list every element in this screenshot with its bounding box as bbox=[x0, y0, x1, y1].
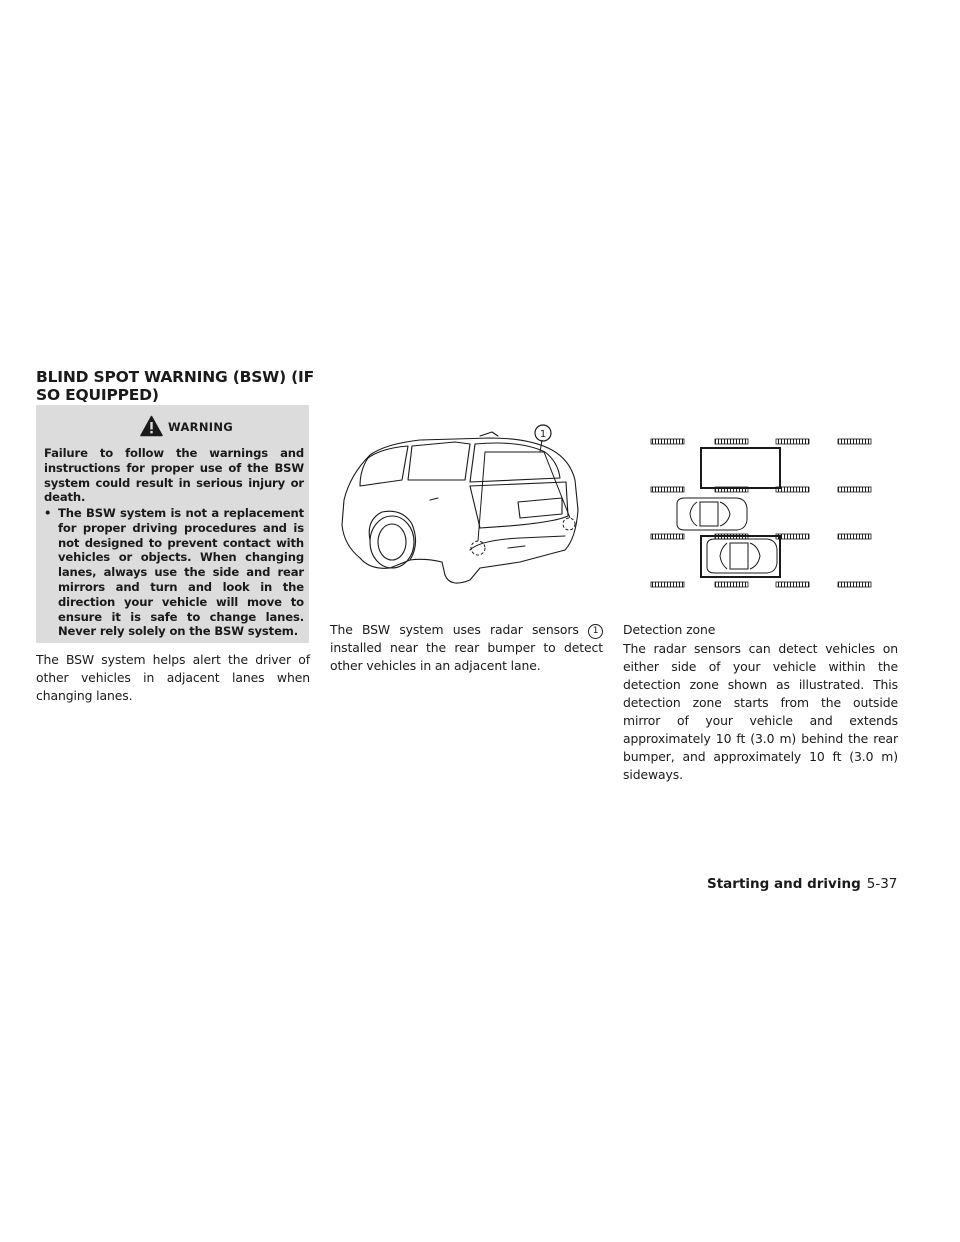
page-footer bbox=[707, 876, 897, 892]
bullet-marker: • bbox=[44, 506, 52, 520]
own-vehicle bbox=[707, 539, 777, 573]
intro-paragraph: The BSW system helps alert the driver of other vehicles in adjacent lanes when changing lanes. bbox=[36, 652, 310, 703]
car-callout-number: 1 bbox=[539, 429, 547, 440]
page-number: 5-37 bbox=[866, 876, 898, 892]
detection-zone-heading: Detection zone bbox=[623, 622, 716, 637]
adjacent-vehicle bbox=[677, 498, 747, 530]
callout-1-badge: 1 bbox=[588, 624, 603, 639]
warning-label: WARNING bbox=[168, 420, 233, 434]
detection-zone-illustration bbox=[645, 432, 877, 590]
rear-car-illustration bbox=[330, 420, 595, 600]
footer-chapter-title: Starting and driving bbox=[707, 876, 861, 892]
sensors-paragraph bbox=[330, 621, 603, 675]
sensors-text-start: The BSW system uses radar sensors bbox=[330, 622, 579, 637]
warning-body: Failure to follow the warnings and instructions for proper use of the BSW system could result in serious injury or death. bbox=[44, 446, 304, 505]
warning-triangle-icon bbox=[140, 415, 163, 437]
warning-header bbox=[36, 415, 309, 439]
warning-box bbox=[36, 405, 309, 643]
section-title: BLIND SPOT WARNING (BSW) (IF SO EQUIPPED) bbox=[36, 368, 315, 404]
warning-bullet bbox=[44, 506, 304, 639]
warning-bullet-text: The BSW system is not a replacement for proper driving procedures and is not designed to prevent contact with vehicles or objects. When changing lanes, always use the side and rear mirrors and turn and look in the direction your vehicle will move to ensure it is safe to change lanes. Never rely solely on the BSW system. bbox=[58, 506, 304, 639]
detection-zone-paragraph: The radar sensors can detect vehicles on either side of your vehicle within the detection zone shown as illustrated. This detection zone starts from the outside mirror of your vehicle and extends approximately 10 ft (3.0 m) behind the rear bumper, and approximately 10 ft (3.0 m) sideways. bbox=[623, 641, 898, 782]
upper-detection-zone bbox=[701, 448, 780, 488]
sensors-text-end: installed near the rear bumper to detect other vehicles in an adjacent lane. bbox=[330, 640, 603, 673]
